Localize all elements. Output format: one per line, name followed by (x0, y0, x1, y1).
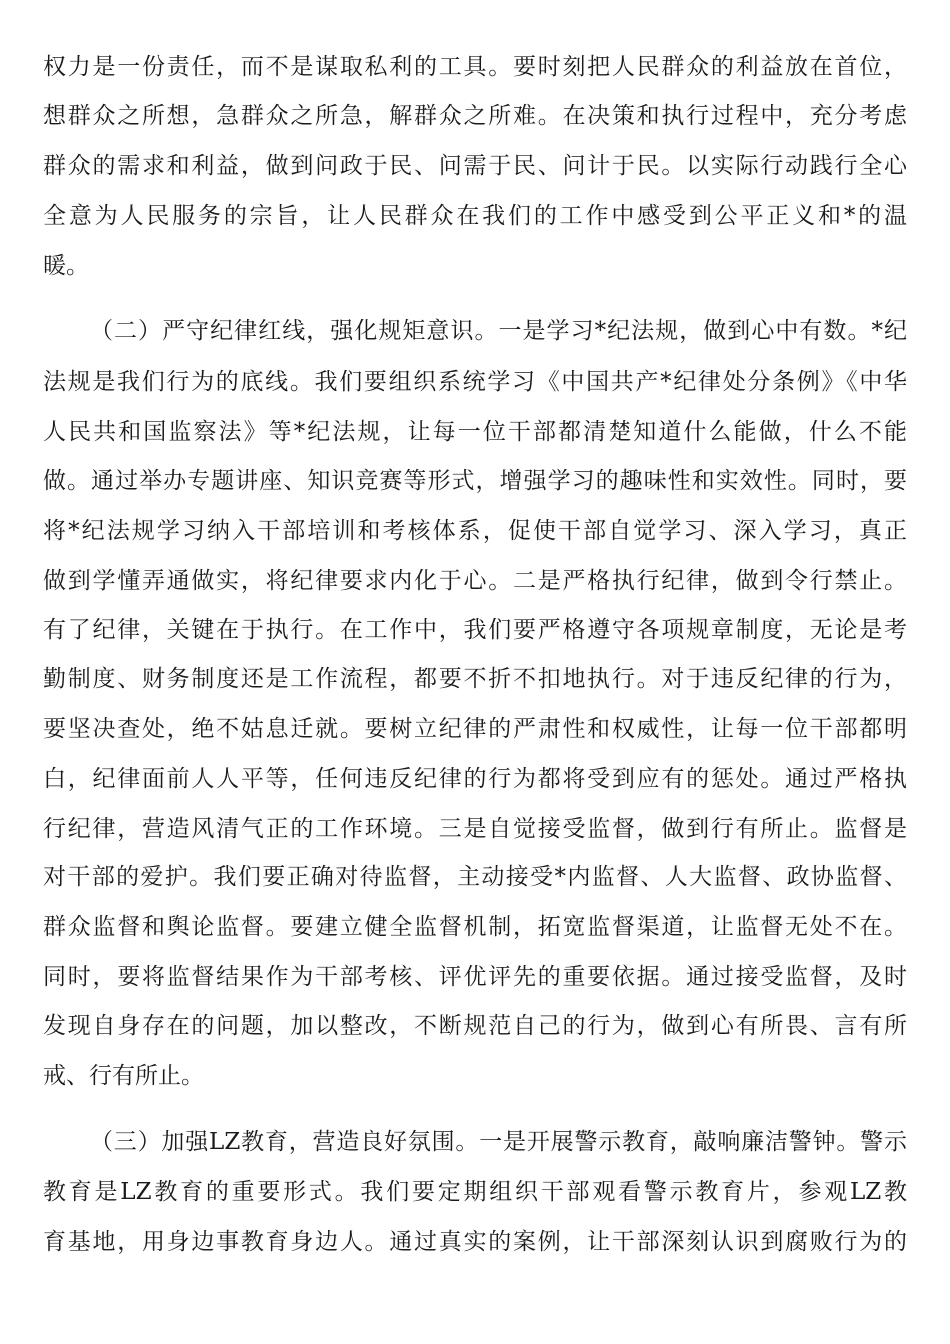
text-line: 将*纪法规学习纳入干部培训和考核体系，促使干部自觉学习、深入学习，真正 (43, 518, 907, 544)
text-line: 同时，要将监督结果作为干部考核、评优评先的重要依据。通过接受监督，及时 (43, 964, 907, 990)
text-line: 戒、行有所止。 (43, 1063, 204, 1089)
text-line: 行纪律，营造风清气正的工作环境。三是自觉接受监督，做到行有所止。监督是 (43, 816, 907, 842)
text-line: 教育是LZ教育的重要形式。我们要定期组织干部观看警示教育片，参观LZ教 (43, 1179, 907, 1205)
text-line: 做到学懂弄通做实，将纪律要求内化于心。二是严格执行纪律，做到令行禁止。 (43, 568, 907, 594)
text-line: 育基地，用身边事教育身边人。通过真实的案例，让干部深刻认识到腐败行为的 (43, 1229, 907, 1255)
text-line: 白，纪律面前人人平等，任何违反纪律的行为都将受到应有的惩处。通过严格执 (43, 766, 907, 792)
text-line: 群众的需求和利益，做到问政于民、问需于民、问计于民。以实际行动践行全心 (43, 153, 907, 179)
text-line: 全意为人民服务的宗旨，让人民群众在我们的工作中感受到公平正义和*的温 (43, 203, 907, 229)
text-line: 法规是我们行为的底线。我们要组织系统学习《中国共产*纪律处分条例》《中华 (43, 369, 907, 395)
text-line: 人民共和国监察法》等*纪法规，让每一位干部都清楚知道什么能做，什么不能 (43, 419, 907, 445)
text-line: 做。通过举办专题讲座、知识竞赛等形式，增强学习的趣味性和实效性。同时，要 (43, 468, 907, 494)
text-line: 发现自身存在的问题，加以整改，不断规范自己的行为，做到心有所畏、言有所 (43, 1013, 907, 1039)
text-line: 要坚决查处，绝不姑息迁就。要树立纪律的严肃性和权威性，让每一位干部都明 (43, 716, 907, 742)
text-line: 暖。 (43, 253, 89, 279)
text-line: 勤制度、财务制度还是工作流程，都要不折不扣地执行。对于违反纪律的行为， (43, 666, 907, 692)
text-line: 有了纪律，关键在于执行。在工作中，我们要严格遵守各项规章制度，无论是考 (43, 617, 907, 643)
text-line: 群众监督和舆论监督。要建立健全监督机制，拓宽监督渠道，让监督无处不在。 (43, 914, 907, 940)
text-line: 权力是一份责任，而不是谋取私利的工具。要时刻把人民群众的利益放在首位， (43, 54, 907, 80)
section-heading-line: （三）加强LZ教育，营造良好氛围。一是开展警示教育，敲响廉洁警钟。警示 (90, 1129, 907, 1155)
text-line: 对干部的爱护。我们要正确对待监督，主动接受*内监督、人大监督、政协监督、 (43, 864, 907, 890)
text-line: 想群众之所想，急群众之所急，解群众之所难。在决策和执行过程中，充分考虑 (43, 103, 907, 129)
section-heading-line: （二）严守纪律红线，强化规矩意识。一是学习*纪法规，做到心中有数。*纪 (90, 318, 907, 344)
